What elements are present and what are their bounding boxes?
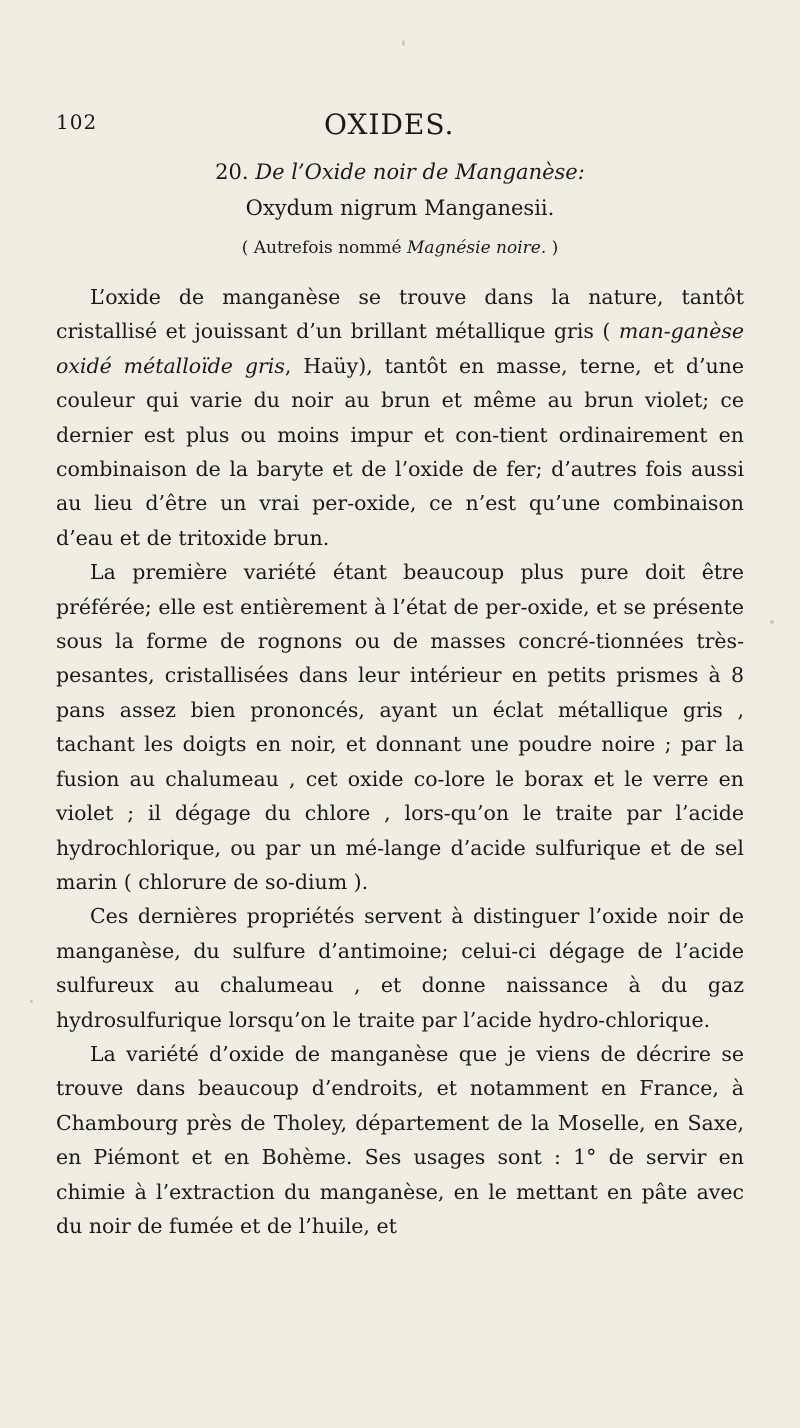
page-number: 102 (56, 110, 98, 134)
paragraph-4: La variété d’oxide de manganèse que je viens de décrire se trouve dans beaucoup d’endroits, et notamment en France, à Chambourg près de Tholey, département de la Moselle, en Saxe, en Piémont et en Bohème. Ses usages sont : 1° de servir en chimie à l’extraction du manganèse, en le mettant en pâte avec du noir de fumée et de l’huile, et (56, 1041, 744, 1238)
paragraph-1-part-b: , Haüy), tantôt en masse, terne, et d’une couleur qui varie du noir au brun et même au brun violet; ce dernier est plus ou moins impur et con-tient ordinairement en combinaison de la baryte et de l’oxide de fer; d’autres fois aussi au lieu d’être un vrai per-oxide, ce n’est qu’une combinaison d’eau et de tritoxide brun. (56, 353, 745, 550)
paper-speck (402, 40, 405, 46)
section-number: 20. (215, 160, 249, 184)
paragraph-2: La première variété étant beaucoup plus pure doit être préférée; elle est entièrement à l’état de per-oxide, et se présente sous la forme de rognons ou de masses concré-tionnées très-pesantes, cristallisées dans leur intérieur en petits prismes à 8 pans assez bien prononcés, ayant un éclat métallique gris , tachant les doigts en noir, et donnant une poudre noire ; par la fusion au chalumeau , cet oxide co-lore le borax et le verre en violet ; il dégage du chlore , lors-qu’on le traite par l’acide hydrochlorique, ou par un mé-lange d’acide sulfurique et de sel marin ( chlorure de so-dium ). (56, 560, 744, 894)
former-prefix: ( Autrefois nommé (241, 238, 407, 258)
running-title: OXIDES. (324, 108, 455, 141)
paragraph-1-part-a: L’oxide de manganèse se trouve dans la nature, tantôt cristallisé et jouissant d’un brillant métallique gris ( (56, 285, 744, 344)
paragraph-1-italic: man-ganèse oxidé métalloïde gris (56, 319, 744, 378)
former-name: Magnésie noire. (406, 238, 547, 258)
paragraph-3: Ces dernières propriétés servent à distinguer l’oxide noir de manganèse, du sulfure d’antimoine; celui-ci dégage de l’acide sulfureux au chalumeau , et donne naissance à du gaz hydrosulfurique lorsqu’on le traite par l’acide hydro-chlorique. (56, 904, 744, 1032)
running-head (56, 108, 744, 142)
section-heading (0, 160, 800, 184)
paragraph-1 (56, 280, 744, 555)
paper-speck (770, 620, 774, 624)
body-text (56, 280, 744, 1243)
latin-name: Oxydum nigrum Manganesii. (245, 196, 555, 220)
section-title: De l’Oxide noir de Manganèse: (255, 160, 585, 184)
former-suffix: ) (546, 238, 559, 258)
former-name-note (0, 238, 800, 258)
paper-speck (30, 1000, 33, 1003)
